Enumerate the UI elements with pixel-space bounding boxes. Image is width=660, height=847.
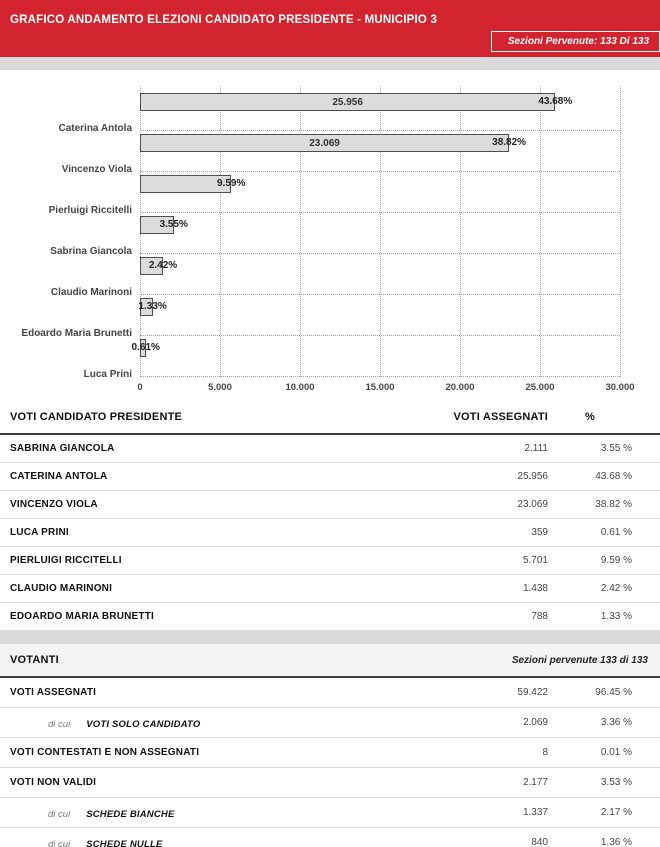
percent-value: 43.68 % (595, 471, 632, 482)
gray-divider-band (0, 57, 660, 70)
di-cui-prefix: di cui (48, 808, 71, 820)
votanti-table (0, 644, 660, 847)
di-cui-prefix: di cui (48, 718, 71, 730)
votes-value: 840 (531, 837, 548, 847)
category-label: Luca Prini (83, 369, 132, 380)
votes-value: 1.337 (522, 807, 548, 818)
chart-row (83, 336, 620, 380)
gridline (620, 86, 621, 377)
di-cui-row-label (10, 834, 416, 847)
table-row (0, 575, 660, 603)
votes-value: 1.438 (522, 583, 548, 594)
votes-value: 5.701 (522, 555, 548, 566)
candidate-name: CATERINA ANTOLA (10, 471, 108, 482)
x-axis-tick: 5.000 (208, 382, 232, 393)
chart-row (50, 254, 620, 298)
bar: 25.956 (140, 93, 555, 111)
votes-value: 359 (531, 527, 548, 538)
category-label: Edoardo Maria Brunetti (21, 328, 132, 339)
percent-value: 1.36 % (600, 837, 632, 847)
percent-value: 3.36 % (600, 717, 632, 728)
votes-value: 25.956 (517, 471, 548, 482)
page-header (0, 0, 660, 57)
row-label: VOTI SOLO CANDIDATO (86, 718, 201, 730)
table-row (0, 828, 660, 847)
chart-row (21, 295, 620, 339)
candidate-table-header (0, 400, 660, 435)
bar-percent-label: 43.68% (538, 96, 573, 107)
category-label: Claudio Marinoni (50, 287, 132, 298)
bar: 23.069 (140, 134, 509, 152)
bar-percent-label: 9.59% (217, 178, 246, 189)
table-row (0, 491, 660, 519)
votes-value: 788 (531, 611, 548, 622)
category-label: Vincenzo Viola (61, 164, 132, 175)
table-row (0, 435, 660, 463)
candidate-name: EDOARDO MARIA BRUNETTI (10, 611, 155, 622)
di-cui-prefix: di cui (48, 838, 71, 847)
percent-value: 2.17 % (600, 807, 632, 818)
percent-value: 0.61 % (600, 527, 632, 538)
percent-value: 9.59 % (600, 555, 632, 566)
votes-value: 8 (542, 747, 548, 758)
category-label: Pierluigi Riccitelli (48, 205, 132, 216)
bar-percent-label: 0.61% (131, 342, 160, 353)
x-axis-tick: 20.000 (445, 382, 475, 393)
candidate-table-rows (0, 435, 660, 631)
sezioni-pervenute-label: Sezioni pervenute 133 di 133 (511, 654, 648, 666)
row-label: SCHEDE BIANCHE (86, 808, 175, 820)
x-axis-tick: 25.000 (525, 382, 555, 393)
bar-percent-label: 1.33% (138, 301, 167, 312)
candidate-name: SABRINA GIANCOLA (10, 443, 115, 454)
row-label: VOTI ASSEGNATI (10, 687, 97, 698)
votes-value: 2.177 (522, 777, 548, 788)
votanti-table-rows (0, 678, 660, 847)
candidate-name: CLAUDIO MARINONI (10, 583, 113, 594)
gray-divider-band (0, 631, 660, 644)
candidate-votes-table (0, 400, 660, 631)
votes-value: 2.069 (522, 717, 548, 728)
column-header-percent: % (585, 410, 595, 423)
column-header-candidate: VOTI CANDIDATO PRESIDENTE (10, 410, 183, 423)
percent-value: 38.82 % (595, 499, 632, 510)
di-cui-row-label (10, 714, 416, 732)
chart-row (50, 213, 620, 257)
bar-percent-label: 38.82% (492, 137, 527, 148)
candidate-bar-chart (0, 70, 660, 400)
votanti-table-header (0, 644, 660, 678)
row-label: VOTI NON VALIDI (10, 777, 97, 788)
bar-percent-label: 2.42% (148, 260, 178, 271)
table-row (0, 798, 660, 828)
table-row (0, 519, 660, 547)
row-label: VOTI CONTESTATI E NON ASSEGNATI (10, 747, 200, 758)
candidate-name: VINCENZO VIOLA (10, 499, 98, 510)
table-row (0, 603, 660, 631)
percent-value: 2.42 % (600, 583, 632, 594)
chart-row (48, 172, 620, 216)
table-row (0, 547, 660, 575)
sezioni-pervenute-badge: Sezioni Pervenute: 133 Di 133 (491, 31, 660, 52)
percent-value: 3.53 % (600, 777, 632, 788)
chart-row (58, 90, 620, 134)
candidate-name: PIERLUIGI RICCITELLI (10, 555, 122, 566)
x-axis-tick: 30.000 (605, 382, 635, 393)
table-row (0, 708, 660, 738)
percent-value: 96.45 % (595, 687, 632, 698)
candidate-name: LUCA PRINI (10, 527, 69, 538)
category-label: Caterina Antola (58, 123, 132, 134)
bar-percent-label: 3.55% (159, 219, 188, 230)
votes-value: 2.111 (524, 443, 548, 454)
table-row (0, 738, 660, 768)
votanti-title: VOTANTI (10, 654, 59, 666)
chart-plot (21, 90, 635, 393)
table-row (0, 768, 660, 798)
table-row (0, 678, 660, 708)
votes-value: 59.422 (517, 687, 548, 698)
di-cui-row-label (10, 804, 416, 822)
x-axis-tick: 0 (137, 382, 143, 393)
votes-value: 23.069 (517, 499, 548, 510)
percent-value: 3.55 % (600, 443, 632, 454)
x-axis-tick: 15.000 (365, 382, 395, 393)
row-label: SCHEDE NULLE (86, 838, 163, 847)
x-axis-tick: 10.000 (285, 382, 315, 393)
percent-value: 1.33 % (600, 611, 632, 622)
table-row (0, 463, 660, 491)
chart-row (61, 131, 620, 175)
percent-value: 0.01 % (600, 747, 632, 758)
category-label: Sabrina Giancola (50, 246, 132, 257)
column-header-votes: VOTI ASSEGNATI (453, 410, 548, 423)
page-title: GRAFICO ANDAMENTO ELEZIONI CANDIDATO PRESIDENTE - MUNICIPIO 3 (10, 14, 438, 26)
